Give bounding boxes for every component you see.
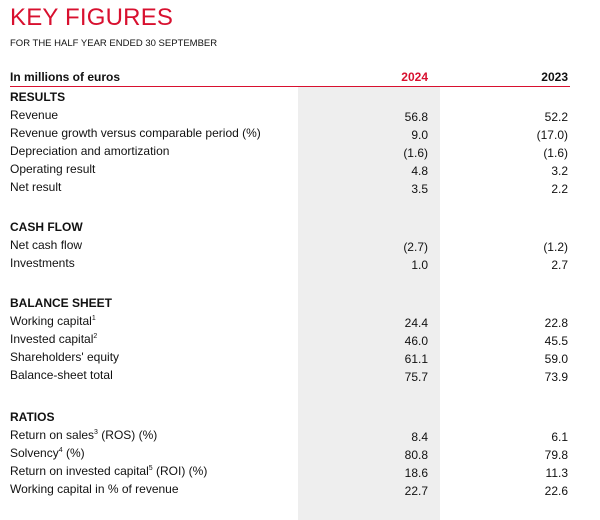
row-label: Revenue bbox=[10, 108, 59, 122]
value-2023: (1.2) bbox=[543, 240, 568, 254]
value-2024: 3.5 bbox=[411, 182, 428, 196]
value-2024: (2.7) bbox=[403, 240, 428, 254]
row-label: Net cash flow bbox=[10, 238, 83, 252]
section-heading-cash-flow bbox=[10, 220, 570, 238]
value-2023: 45.5 bbox=[544, 334, 568, 348]
value-2024: (1.6) bbox=[403, 146, 428, 160]
value-2023: 11.3 bbox=[545, 466, 568, 480]
row-label: Net result bbox=[10, 180, 62, 194]
section-heading-results bbox=[10, 90, 570, 108]
table-row bbox=[10, 238, 570, 256]
value-2024: 46.0 bbox=[404, 334, 428, 348]
section-title: RATIOS bbox=[10, 410, 55, 424]
table-row bbox=[10, 180, 570, 198]
row-label: Balance-sheet total bbox=[10, 368, 113, 382]
row-label: Revenue growth versus comparable period (%) bbox=[10, 126, 261, 140]
row-label: Depreciation and amortization bbox=[10, 144, 170, 158]
row-label: Investments bbox=[10, 256, 75, 270]
table-row bbox=[10, 368, 570, 386]
section-title: CASH FLOW bbox=[10, 220, 83, 234]
value-2024: 18.6 bbox=[404, 466, 428, 480]
value-2023: (1.6) bbox=[543, 146, 568, 160]
row-label: Return on sales$^3$ (ROS) (%) bbox=[10, 428, 158, 442]
section-title: RESULTS bbox=[10, 90, 66, 104]
value-2023: 59.0 bbox=[544, 352, 568, 366]
section-heading-balance-sheet bbox=[10, 296, 570, 314]
value-2024: 80.8 bbox=[404, 448, 428, 462]
table-row bbox=[10, 428, 570, 446]
table-row bbox=[10, 162, 570, 180]
value-2024: 22.7 bbox=[404, 484, 428, 498]
footnote-marker: 2 bbox=[93, 333, 98, 340]
page-subtitle: FOR THE HALF YEAR ENDED 30 SEPTEMBER bbox=[10, 38, 218, 49]
section-title: BALANCE SHEET bbox=[10, 296, 113, 310]
row-label: Return on invested capital$^5$ (ROI) (%) bbox=[10, 464, 208, 478]
value-2023: 2.7 bbox=[551, 258, 568, 272]
value-2024: 9.0 bbox=[411, 128, 428, 142]
table-row bbox=[10, 314, 570, 332]
table-header bbox=[10, 66, 570, 87]
row-label: Operating result bbox=[10, 162, 96, 176]
header-year-2023: 2023 bbox=[541, 70, 568, 84]
value-2023: 6.1 bbox=[551, 430, 568, 444]
value-2023: 22.8 bbox=[544, 316, 568, 330]
value-2024: 4.8 bbox=[411, 164, 428, 178]
table-row bbox=[10, 256, 570, 274]
header-year-2024: 2024 bbox=[401, 70, 428, 84]
row-label: Invested capital$^2$ bbox=[10, 332, 98, 346]
section-heading-ratios bbox=[10, 410, 570, 428]
value-2023: 73.9 bbox=[544, 370, 568, 384]
value-2023: 52.2 bbox=[544, 110, 568, 124]
value-2023: (17.0) bbox=[536, 128, 568, 142]
footnote-marker: 5 bbox=[148, 465, 153, 472]
row-label: Shareholders' equity bbox=[10, 350, 120, 364]
table-row bbox=[10, 350, 570, 368]
value-2023: 3.2 bbox=[551, 164, 568, 178]
footnote-marker: 3 bbox=[94, 429, 98, 436]
header-label: In millions of euros bbox=[10, 70, 121, 84]
table-row bbox=[10, 126, 570, 144]
table-row bbox=[10, 144, 570, 162]
table-row bbox=[10, 464, 570, 482]
value-2023: 79.8 bbox=[544, 448, 568, 462]
table-row bbox=[10, 446, 570, 464]
value-2023: 2.2 bbox=[551, 182, 568, 196]
page-title: KEY FIGURES bbox=[10, 4, 174, 31]
value-2024: 1.0 bbox=[411, 258, 428, 272]
table-row bbox=[10, 332, 570, 350]
value-2024: 61.1 bbox=[404, 352, 428, 366]
value-2024: 75.7 bbox=[404, 370, 428, 384]
footnote-marker: 1 bbox=[91, 315, 96, 322]
value-2024: 24.4 bbox=[404, 316, 428, 330]
row-label: Solvency$^4$ (%) bbox=[10, 446, 85, 460]
value-2024: 56.8 bbox=[404, 110, 428, 124]
table-row bbox=[10, 108, 570, 126]
row-label: Working capital$^1$ bbox=[10, 314, 96, 328]
row-label: Working capital in % of revenue bbox=[10, 482, 179, 496]
footnote-marker: 4 bbox=[58, 447, 63, 454]
value-2023: 22.6 bbox=[544, 484, 568, 498]
table-row bbox=[10, 482, 570, 500]
value-2024: 8.4 bbox=[411, 430, 428, 444]
